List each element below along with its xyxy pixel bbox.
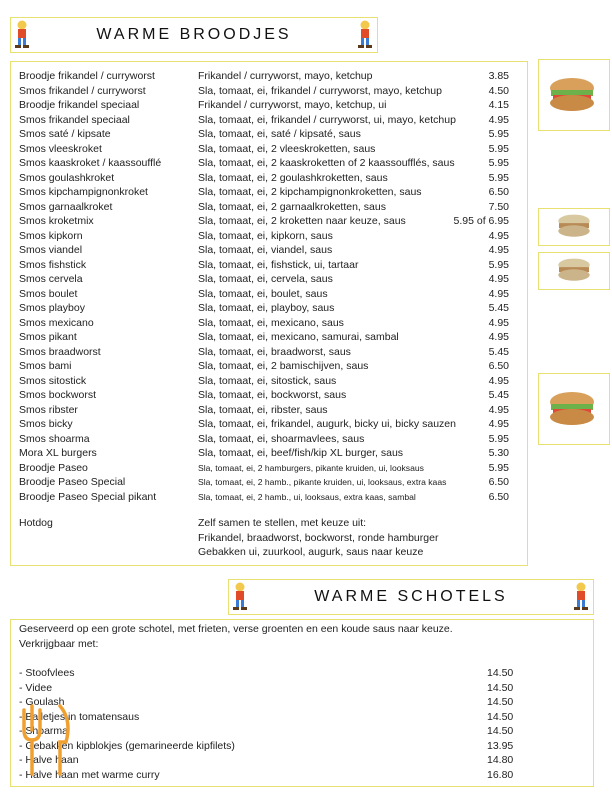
item-description: Sla, tomaat, ei, kipkorn, saus bbox=[198, 229, 333, 242]
item-price: 5.30 bbox=[488, 447, 509, 459]
item-price: 4.95 bbox=[488, 287, 509, 300]
schotel-name: - Halve haan met warme curry bbox=[19, 768, 160, 781]
item-description: Sla, tomaat, ei, playboy, saus bbox=[198, 302, 335, 314]
hotdog-line-1: Zelf samen te stellen, met keuze uit: bbox=[198, 517, 367, 529]
item-price: 6.50 bbox=[488, 476, 509, 488]
menu-item-row bbox=[11, 156, 527, 171]
item-price: 4.95 bbox=[488, 316, 509, 329]
item-description: Sla, tomaat, ei, 2 kroketten naar keuze, saus bbox=[198, 215, 406, 227]
item-price: 5.95 bbox=[488, 157, 509, 169]
sandwich-photo bbox=[538, 208, 610, 246]
item-price: 5.95 bbox=[488, 142, 509, 155]
schotels-available: Verkrijgbaar met: bbox=[19, 637, 99, 650]
schotel-name: - Stoofvlees bbox=[19, 667, 75, 679]
item-price: 4.95 bbox=[488, 113, 509, 126]
item-name: Smos pikant bbox=[19, 331, 77, 343]
item-name: Smos vleeskroket bbox=[19, 142, 102, 155]
item-name: Smos kipchampignonkroket bbox=[19, 186, 148, 198]
mascot-icon bbox=[571, 581, 591, 611]
item-price: 4.50 bbox=[488, 84, 509, 97]
menu-item-row bbox=[11, 359, 527, 374]
item-description: Sla, tomaat, ei, viandel, saus bbox=[198, 244, 333, 256]
item-price: 5.45 bbox=[488, 302, 509, 314]
schotel-name: - Gebakken kipblokjes (gemarineerde kipfilets) bbox=[19, 739, 235, 752]
item-price: 5.45 bbox=[488, 389, 509, 401]
item-name: Broodje Paseo Special pikant bbox=[19, 490, 157, 503]
menu-item-row bbox=[11, 200, 527, 215]
mascot-icon bbox=[12, 19, 32, 49]
item-name: Smos viandel bbox=[19, 244, 83, 256]
menu-item-row bbox=[11, 301, 527, 316]
item-description: Sla, tomaat, ei, ribster, saus bbox=[198, 403, 328, 416]
menu-item-row bbox=[11, 258, 527, 273]
item-description: Sla, tomaat, ei, 2 kipchampignonkroketten, saus bbox=[198, 186, 422, 198]
sandwich-photo bbox=[538, 252, 610, 290]
menu-item-row bbox=[11, 142, 527, 157]
schotel-item-row bbox=[11, 681, 593, 696]
sandwich-icon bbox=[549, 211, 599, 241]
item-description: Sla, tomaat, ei, shoarmavlees, saus bbox=[198, 432, 365, 445]
menu-item-row bbox=[11, 113, 527, 128]
menu-item-row bbox=[11, 330, 527, 345]
schotel-item-row bbox=[11, 666, 593, 681]
menu-item-row bbox=[11, 403, 527, 418]
item-description: Sla, tomaat, ei, 2 hamb., ui, looksaus, extra kaas, sambal bbox=[198, 491, 416, 502]
item-name: Broodje Paseo bbox=[19, 461, 88, 474]
item-price: 5.95 bbox=[488, 258, 509, 271]
item-description: Sla, tomaat, ei, 2 garnaalkroketten, saus bbox=[198, 200, 386, 213]
item-name: Smos frikandel / curryworst bbox=[19, 84, 146, 97]
item-name: Mora XL burgers bbox=[19, 447, 97, 459]
menu-item-row bbox=[11, 417, 527, 432]
warme-broodjes-title: WARME BROODJES bbox=[96, 26, 292, 43]
item-price: 5.95 of 6.95 bbox=[453, 215, 509, 227]
item-name: Smos sitostick bbox=[19, 374, 87, 387]
item-description: Sla, tomaat, ei, fishstick, ui, tartaar bbox=[198, 258, 359, 271]
menu-item-row bbox=[11, 446, 527, 461]
menu-item-row bbox=[11, 243, 527, 258]
item-price: 5.95 bbox=[488, 171, 509, 184]
item-price: 4.95 bbox=[488, 331, 509, 343]
menu-item-row bbox=[11, 287, 527, 302]
item-name: Smos shoarma bbox=[19, 432, 90, 445]
item-name: Smos goulashkroket bbox=[19, 171, 115, 184]
menu-item-row bbox=[11, 69, 527, 84]
item-price: 5.45 bbox=[488, 345, 509, 358]
warme-broodjes-header bbox=[10, 17, 378, 53]
sandwich-icon bbox=[549, 255, 599, 285]
schotel-price: 14.50 bbox=[487, 710, 514, 723]
schotel-price: 14.50 bbox=[487, 696, 514, 708]
item-name: Smos bami bbox=[19, 360, 72, 372]
item-name: Smos boulet bbox=[19, 287, 78, 300]
item-price: 5.95 bbox=[488, 461, 509, 474]
hotdog-line-3: Gebakken ui, zuurkool, augurk, saus naar keuze bbox=[198, 546, 424, 558]
item-name: Smos frikandel speciaal bbox=[19, 113, 130, 126]
schotel-price: 16.80 bbox=[487, 768, 514, 781]
menu-item-row bbox=[11, 171, 527, 186]
schotel-price: 13.95 bbox=[487, 739, 514, 752]
warme-broodjes-list bbox=[10, 61, 528, 566]
item-name: Smos garnaalkroket bbox=[19, 200, 113, 213]
schotel-price: 14.80 bbox=[487, 754, 514, 766]
item-price: 6.50 bbox=[488, 490, 509, 503]
item-description: Sla, tomaat, ei, boulet, saus bbox=[198, 287, 328, 300]
menu-item-row bbox=[11, 84, 527, 99]
item-price: 4.15 bbox=[488, 99, 509, 111]
menu-item-row bbox=[11, 272, 527, 287]
hotdog-line-2: Frikandel, braadworst, bockworst, ronde hamburger bbox=[198, 531, 439, 544]
menu-item-row bbox=[11, 490, 527, 505]
sandwich-icon bbox=[547, 72, 597, 114]
item-name: Smos bicky bbox=[19, 418, 73, 430]
item-description: Sla, tomaat, ei, cervela, saus bbox=[198, 273, 333, 285]
menu-item-row bbox=[11, 388, 527, 403]
sandwich-photo bbox=[538, 373, 610, 445]
item-price: 4.95 bbox=[488, 229, 509, 242]
item-description: Sla, tomaat, ei, beef/fish/kip XL burger, saus bbox=[198, 447, 404, 459]
item-description: Sla, tomaat, ei, 2 kaaskroketten of 2 kaassoufflés, saus bbox=[198, 157, 455, 169]
schotel-name: - Shoarma bbox=[19, 725, 69, 737]
schotel-price: 14.50 bbox=[487, 681, 514, 694]
item-description: Sla, tomaat, ei, 2 bamischijven, saus bbox=[198, 360, 369, 372]
menu-item-row bbox=[11, 214, 527, 229]
menu-item-row bbox=[11, 432, 527, 447]
item-name: Smos saté / kipsate bbox=[19, 128, 111, 140]
item-name: Smos mexicano bbox=[19, 316, 94, 329]
item-description: Sla, tomaat, ei, 2 goulashkroketten, saus bbox=[198, 171, 388, 184]
item-description: Sla, tomaat, ei, sitostick, saus bbox=[198, 374, 337, 387]
item-price: 3.85 bbox=[488, 70, 509, 82]
item-price: 4.95 bbox=[488, 374, 509, 387]
item-name: Smos fishstick bbox=[19, 258, 87, 271]
item-description: Frikandel / curryworst, mayo, ketchup, ui bbox=[198, 99, 387, 111]
cutlery-icon bbox=[16, 700, 78, 780]
item-price: 4.95 bbox=[488, 273, 509, 285]
item-description: Sla, tomaat, ei, braadworst, saus bbox=[198, 345, 351, 358]
schotel-item-row bbox=[11, 768, 593, 783]
menu-item-row bbox=[11, 374, 527, 389]
item-name: Smos kipkorn bbox=[19, 229, 83, 242]
sandwich-photo bbox=[538, 59, 610, 131]
schotel-item-row bbox=[11, 739, 593, 754]
item-name: Smos ribster bbox=[19, 403, 78, 416]
item-description: Sla, tomaat, ei, 2 vleeskroketten, saus bbox=[198, 142, 376, 155]
menu-item-row bbox=[11, 461, 527, 476]
warme-schotels-header bbox=[228, 579, 594, 615]
schotel-item-row bbox=[11, 724, 593, 739]
item-description: Sla, tomaat, ei, frikandel, augurk, bicky ui, bicky sauzen bbox=[198, 418, 456, 430]
schotel-name: - Balletjes in tomatensaus bbox=[19, 710, 140, 723]
schotel-name: - Halve haan bbox=[19, 754, 79, 766]
item-name: Smos cervela bbox=[19, 273, 83, 285]
item-description: Sla, tomaat, ei, frikandel / curryworst, mayo, ketchup bbox=[198, 84, 442, 97]
schotel-price: 14.50 bbox=[487, 667, 514, 679]
menu-item-row bbox=[11, 98, 527, 113]
menu-item-row bbox=[11, 316, 527, 331]
item-price: 6.50 bbox=[488, 186, 509, 198]
warme-schotels-list bbox=[10, 619, 594, 787]
schotel-name: - Goulash bbox=[19, 696, 65, 708]
mascot-icon bbox=[230, 581, 250, 611]
item-description: Sla, tomaat, ei, bockworst, saus bbox=[198, 389, 347, 401]
hotdog-name: Hotdog bbox=[19, 517, 53, 529]
menu-item-row bbox=[11, 229, 527, 244]
item-description: Sla, tomaat, ei, mexicano, saus bbox=[198, 316, 344, 329]
item-name: Broodje frikandel speciaal bbox=[19, 99, 140, 111]
item-description: Sla, tomaat, ei, frikandel / curryworst, ui, mayo, ketchup bbox=[198, 113, 456, 126]
item-price: 5.95 bbox=[488, 128, 509, 140]
schotel-item-row bbox=[11, 710, 593, 725]
schotels-intro: Geserveerd op een grote schotel, met frieten, verse groenten en een koude saus naar keuze. bbox=[19, 623, 453, 635]
item-name: Smos kroketmix bbox=[19, 215, 94, 227]
item-description: Frikandel / curryworst, mayo, ketchup bbox=[198, 70, 373, 82]
item-name: Smos bockworst bbox=[19, 389, 97, 401]
item-name: Smos kaaskroket / kaassoufflé bbox=[19, 157, 162, 169]
item-price: 4.95 bbox=[488, 244, 509, 256]
schotel-item-row bbox=[11, 753, 593, 768]
menu-item-row bbox=[11, 475, 527, 490]
item-price: 4.95 bbox=[488, 403, 509, 416]
item-description: Sla, tomaat, ei, 2 hamb., pikante kruiden, ui, looksaus, extra kaas bbox=[198, 477, 447, 487]
item-name: Smos playboy bbox=[19, 302, 85, 314]
item-name: Smos braadworst bbox=[19, 345, 101, 358]
sandwich-icon bbox=[547, 386, 597, 428]
schotel-price: 14.50 bbox=[487, 725, 514, 737]
item-price: 7.50 bbox=[488, 200, 509, 213]
warme-schotels-title: WARME SCHOTELS bbox=[314, 588, 508, 605]
menu-item-row bbox=[11, 345, 527, 360]
item-price: 6.50 bbox=[488, 360, 509, 372]
menu-item-row bbox=[11, 185, 527, 200]
mascot-icon bbox=[355, 19, 375, 49]
item-description: Sla, tomaat, ei, 2 hamburgers, pikante kruiden, ui, looksaus bbox=[198, 462, 424, 473]
item-price: 4.95 bbox=[488, 418, 509, 430]
item-price: 5.95 bbox=[488, 432, 509, 445]
schotel-item-row bbox=[11, 695, 593, 710]
schotel-name: - Videe bbox=[19, 681, 53, 694]
item-name: Broodje frikandel / curryworst bbox=[19, 70, 155, 82]
item-description: Sla, tomaat, ei, saté / kipsaté, saus bbox=[198, 128, 361, 140]
item-description: Sla, tomaat, ei, mexicano, samurai, sambal bbox=[198, 331, 399, 343]
item-name: Broodje Paseo Special bbox=[19, 476, 126, 488]
menu-item-row bbox=[11, 127, 527, 142]
